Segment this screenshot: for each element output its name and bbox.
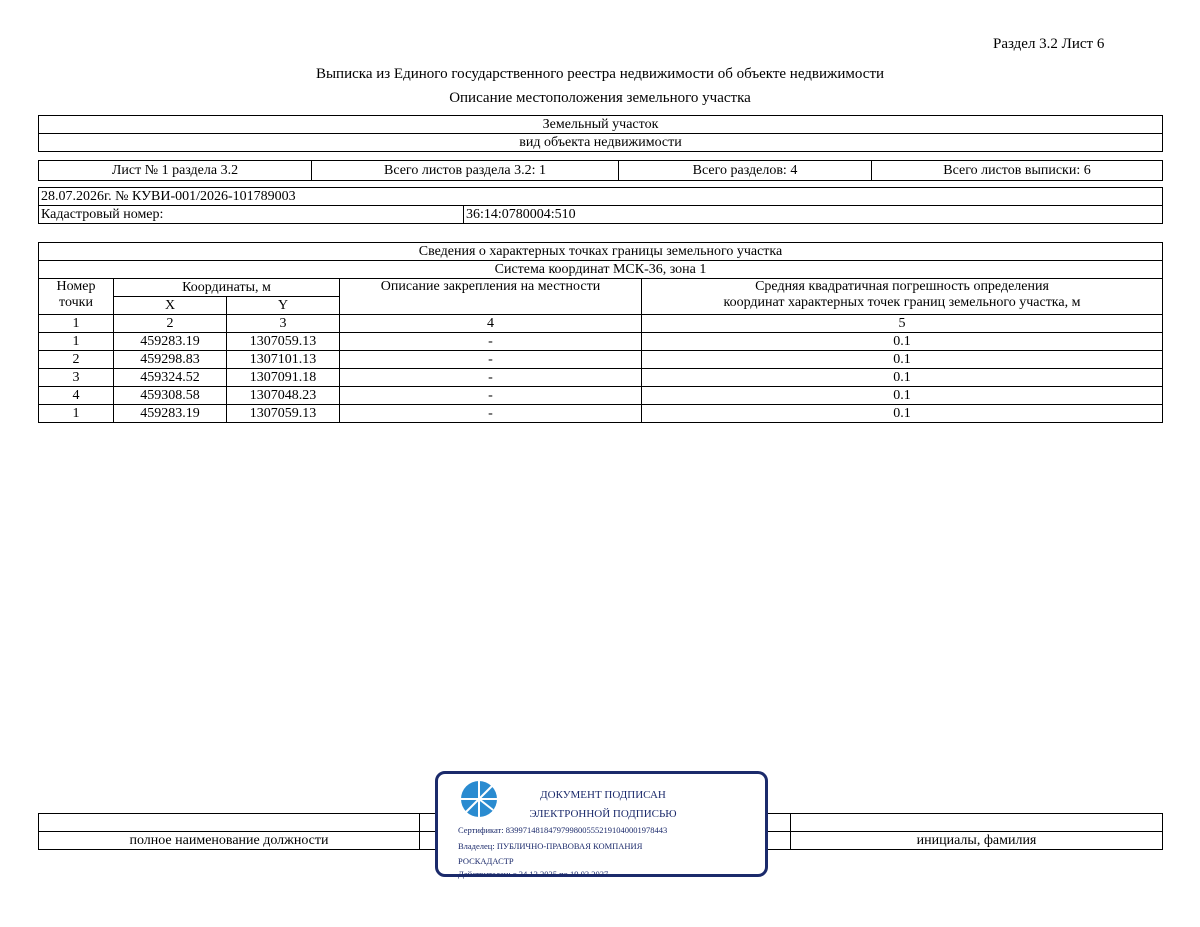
point-number: 2 [39,351,114,369]
point-y: 1307048.23 [227,387,340,405]
total-sections: Всего разделов: 4 [619,161,872,181]
point-error: 0.1 [642,351,1163,369]
point-description: - [340,351,642,369]
column-number: 1 [39,315,114,333]
table-row [39,405,1163,423]
signature-name-label: инициалы, фамилия [791,832,1163,850]
column-number: 5 [642,315,1163,333]
cadastral-number: 36:14:0780004:510 [464,206,1163,224]
table-row [39,351,1163,369]
object-type: Земельный участок [39,116,1163,134]
document-title: Выписка из Единого государственного реестра недвижимости об объекте недвижимости [315,66,885,82]
registration-date-number: 28.07.2026г. № КУВИ-001/2026-101789003 [39,188,1163,206]
signature-position-blank [39,814,420,832]
point-number: 3 [39,369,114,387]
point-number: 1 [39,405,114,423]
stamp-owner-2: РОСКАДАСТР [458,856,514,866]
column-numbers-row [39,315,1163,333]
point-number: 4 [39,387,114,405]
point-error: 0.1 [642,387,1163,405]
header-x: X [114,297,227,315]
point-number: 1 [39,333,114,351]
header-point-number [39,279,114,315]
point-x: 459298.83 [114,351,227,369]
point-x: 459283.19 [114,333,227,351]
point-y: 1307091.18 [227,369,340,387]
stamp-certificate: Сертификат: 839971481847979980055521910400019784​43 [458,825,668,835]
point-error: 0.1 [642,405,1163,423]
point-y: 1307059.13 [227,333,340,351]
header-description: Описание закрепления на местности [340,279,642,315]
stamp-line1: ДОКУМЕНТ ПОДПИСАН [540,789,666,801]
header-point-number-line1: Номер [56,279,96,294]
point-x: 459324.52 [114,369,227,387]
point-description: - [340,369,642,387]
points-table-title: Сведения о характерных точках границы земельного участка [39,243,1163,261]
column-number: 4 [340,315,642,333]
cadastral-label: Кадастровый номер: [39,206,464,224]
point-y: 1307059.13 [227,405,340,423]
section-sheet-label: Раздел 3.2 Лист 6 [993,36,1105,52]
registration-table [38,187,1163,224]
point-y: 1307101.13 [227,351,340,369]
electronic-signature-stamp [435,771,768,877]
document-subtitle: Описание местоположения земельного участка [449,90,751,106]
object-type-table [38,115,1163,152]
signature-position-label: полное наименование должности [39,832,420,850]
point-error: 0.1 [642,333,1163,351]
point-x: 459308.58 [114,387,227,405]
boundary-points-table [38,242,1163,423]
signature-name-blank [791,814,1163,832]
stamp-line2: ЭЛЕКТРОННОЙ ПОДПИСЬЮ [529,808,677,820]
total-sheets-section: Всего листов раздела 3.2: 1 [312,161,619,181]
stamp-valid: Действителен: с 24.12.2025 по 19.03.2027 [458,869,609,879]
coordinate-system: Система координат МСК-36, зона 1 [39,261,1163,279]
table-row [39,333,1163,351]
header-error-line2: координат характерных точек границ земельного участка, м [723,295,1081,310]
column-number: 2 [114,315,227,333]
table-row [39,387,1163,405]
header-coordinates: Координаты, м [114,279,340,297]
header-point-number-line2: точки [59,295,93,310]
column-number: 3 [227,315,340,333]
point-description: - [340,333,642,351]
header-error [642,279,1163,315]
point-x: 459283.19 [114,405,227,423]
object-type-caption: вид объекта недвижимости [39,134,1163,152]
sheet-number: Лист № 1 раздела 3.2 [39,161,312,181]
stamp-owner: Владелец: ПУБЛИЧНО-ПРАВОВАЯ КОМПАНИЯ [458,841,643,851]
total-sheets-extract: Всего листов выписки: 6 [872,161,1163,181]
header-error-line1: Средняя квадратичная погрешность определения [755,279,1049,294]
point-error: 0.1 [642,369,1163,387]
sheets-table [38,160,1163,181]
point-description: - [340,405,642,423]
header-y: Y [227,297,340,315]
table-row [39,369,1163,387]
point-description: - [340,387,642,405]
